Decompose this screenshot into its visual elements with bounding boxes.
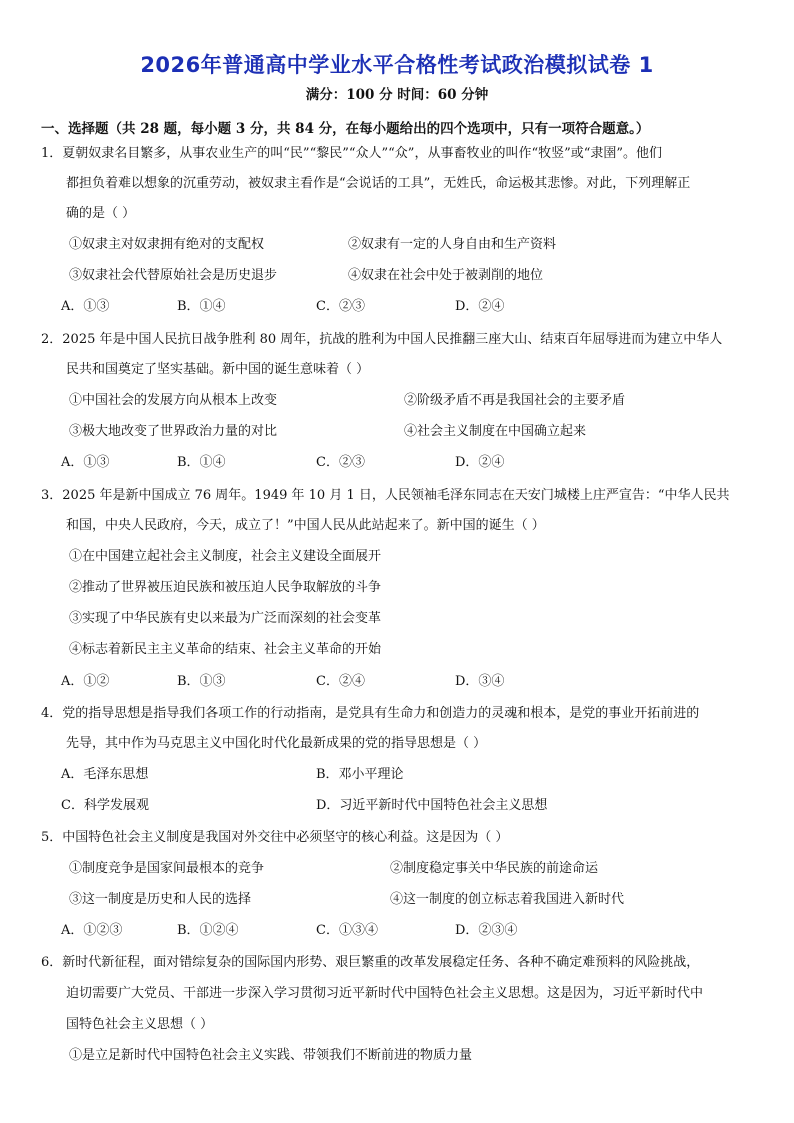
question-1-item: ①奴隶主对奴隶拥有绝对的支配权: [69, 237, 265, 252]
question-5-choice: B．①②④: [177, 923, 239, 938]
question-2-choice: A．①③: [61, 455, 110, 470]
question-2-item: ②阶级矛盾不再是我国社会的主要矛盾: [404, 393, 626, 408]
question-2-item: ④社会主义制度在中国确立起来: [404, 424, 587, 439]
question-3-item: ④标志着新民主主义革命的结束、社会主义革命的开始: [69, 642, 382, 657]
question-5-item: ①制度竞争是国家间最根本的竞争: [69, 861, 265, 876]
question-6-stem: 迫切需要广大党员、干部进一步深入学习贯彻习近平新时代中国特色社会主义思想。这是因为，习近平新时代中: [66, 986, 704, 1001]
question-5-choice: D．②③④: [455, 923, 518, 938]
question-4-stem: 4．党的指导思想是指导我们各项工作的行动指南，是党具有生命力和创造力的灵魂和根本，是党的事业开拓前进的: [41, 706, 700, 721]
question-2-choice: C．②③: [316, 455, 365, 470]
question-5-item: ③这一制度是历史和人民的选择: [69, 892, 252, 907]
question-2-stem: 2．2025 年是中国人民抗日战争胜利 80 周年，抗战的胜利为中国人民推翻三座大山、结束百年屈辱进而为建立中华人: [41, 332, 723, 347]
question-6-stem: 6．新时代新征程，面对错综复杂的国际国内形势、艰巨繁重的改革发展稳定任务、各种不确定难预料的风险挑战，: [41, 955, 700, 970]
question-5-choice: C．①③④: [316, 923, 378, 938]
question-3-item: ①在中国建立起社会主义制度，社会主义建设全面展开: [69, 549, 382, 564]
question-1-stem: 都担负着难以想象的沉重劳动，被奴隶主看作是“会说话的工具”，无姓氏，命运极其悲惨。对此，下列理解正: [66, 176, 691, 191]
question-1-stem: 1．夏朝奴隶名目繁多，从事农业生产的叫“民”“黎民”“众人”“众”，从事畜牧业的叫作“牧竖”或“隶圉”。他们: [41, 146, 663, 161]
question-6-stem: 国特色社会主义思想（ ）: [66, 1017, 214, 1032]
question-4-choice: D．习近平新时代中国特色社会主义思想: [316, 798, 548, 813]
question-1-choice: A．①③: [61, 299, 110, 314]
question-3-stem: 3．2025 年是新中国成立 76 周年。1949 年 10 月 1 日，人民领袖毛泽东同志在天安门城楼上庄严宣告：“中华人民共: [41, 488, 730, 503]
exam-meta: 满分：100 分 时间：60 分钟: [305, 87, 489, 103]
question-3-stem: 和国，中央人民政府，今天，成立了！”中国人民从此站起来了。新中国的诞生（ ）: [66, 518, 545, 533]
question-5-choice: A．①②③: [61, 923, 123, 938]
question-3-choice: A．①②: [61, 674, 110, 689]
question-3-choice: B．①③: [177, 674, 226, 689]
question-1-choice: B．①④: [177, 299, 226, 314]
question-3-choice: C．②④: [316, 674, 365, 689]
question-2-item: ③极大地改变了世界政治力量的对比: [69, 424, 278, 439]
question-3-item: ③实现了中华民族有史以来最为广泛而深刻的社会变革: [69, 611, 382, 626]
question-1-item: ②奴隶有一定的人身自由和生产资料: [348, 237, 557, 252]
section-heading: 一、选择题（共 28 题，每小题 3 分，共 84 分，在每小题给出的四个选项中，只有一项符合题意。）: [41, 121, 650, 137]
question-2-choice: B．①④: [177, 455, 226, 470]
question-3-choice: D．③④: [455, 674, 505, 689]
question-3-item: ②推动了世界被压迫民族和被压迫人民争取解放的斗争: [69, 580, 382, 595]
question-2-stem: 民共和国奠定了坚实基础。新中国的诞生意味着（ ）: [66, 362, 370, 377]
question-1-stem: 确的是（ ）: [66, 206, 136, 221]
page-title: 2026年普通高中学业水平合格性考试政治模拟试卷 1: [140, 53, 654, 77]
question-1-item: ④奴隶在社会中处于被剥削的地位: [348, 268, 544, 283]
question-5-item: ②制度稳定事关中华民族的前途命运: [390, 861, 599, 876]
question-2-choice: D．②④: [455, 455, 505, 470]
question-5-item: ④这一制度的创立标志着我国进入新时代: [390, 892, 625, 907]
question-4-stem: 先导，其中作为马克思主义中国化时代化最新成果的党的指导思想是（ ）: [66, 736, 487, 751]
question-1-item: ③奴隶社会代替原始社会是历史退步: [69, 268, 278, 283]
question-2-item: ①中国社会的发展方向从根本上改变: [69, 393, 278, 408]
question-4-choice: C．科学发展观: [61, 798, 149, 813]
question-4-choice: A．毛泽东思想: [61, 767, 149, 782]
question-5-stem: 5．中国特色社会主义制度是我国对外交往中必须坚守的核心利益。这是因为（ ）: [41, 830, 509, 845]
question-4-choice: B．邓小平理论: [316, 767, 404, 782]
question-6-item: ①是立足新时代中国特色社会主义实践、带领我们不断前进的物质力量: [69, 1048, 473, 1063]
question-1-choice: C．②③: [316, 299, 365, 314]
question-1-choice: D．②④: [455, 299, 505, 314]
